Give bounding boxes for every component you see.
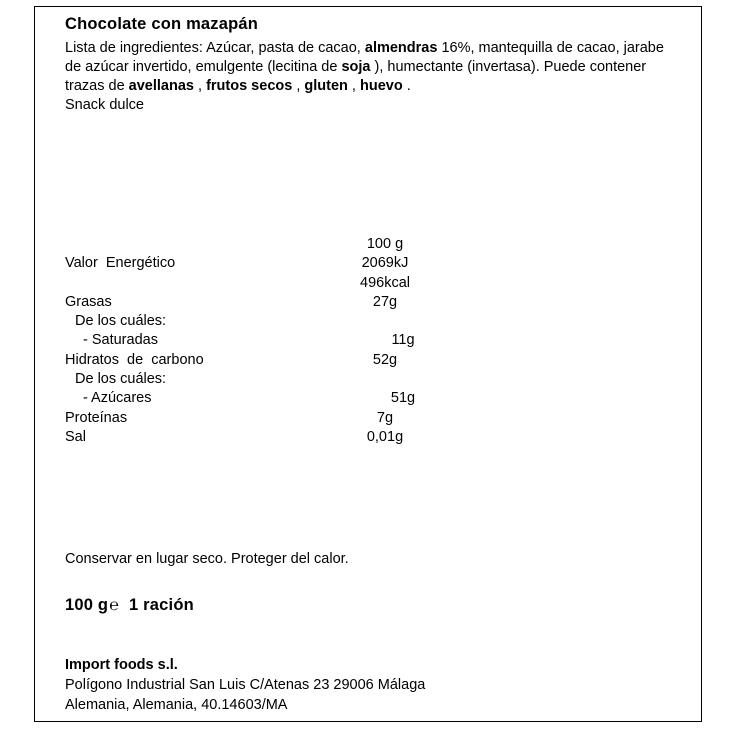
- net-quantity: [65, 595, 194, 617]
- allergen-huevo: huevo: [360, 78, 403, 95]
- allergen-frutos-secos: frutos secos: [206, 78, 293, 95]
- nutrition-row-name: De los cuáles:: [75, 313, 167, 330]
- allergen-avellanas: avellanas: [128, 78, 194, 95]
- nutrition-row-name: Valor Energético: [65, 255, 176, 272]
- nutrition-row: [65, 293, 485, 312]
- nutrition-row-value: 2069kJ: [361, 255, 409, 272]
- nutrition-rows-container: [65, 254, 485, 447]
- importer-address: Polígono Industrial San Luis C/Atenas 23 29006 Málaga: [65, 677, 426, 693]
- nutrition-row-value: 0,01g: [366, 428, 404, 445]
- nutrition-header-row: [65, 235, 485, 254]
- ingredients-list: [65, 39, 679, 96]
- importer-name: Import foods s.l.: [65, 657, 178, 673]
- nutrition-row: [65, 389, 485, 408]
- nutrition-row: [65, 409, 485, 428]
- importer-country: Alemania, Alemania, 40.14603/MA: [65, 697, 288, 713]
- ingredients-mid-2: ), humectante (invertasa). Puede contener trazas de: [65, 59, 647, 95]
- nutrition-row-name: - Azúcares: [83, 390, 152, 407]
- nutrition-row-name: - Saturadas: [83, 332, 158, 349]
- storage-instructions: Conservar en lugar seco. Proteger del calor.: [65, 551, 349, 567]
- nutrition-row: [65, 312, 485, 331]
- nutrition-table: [65, 235, 485, 447]
- allergen-gluten: gluten: [304, 78, 348, 95]
- nutrition-row: [65, 428, 485, 447]
- importer-block: [65, 655, 425, 715]
- allergen-soja: soja: [341, 59, 371, 76]
- nutrition-row-value: 7g: [376, 409, 394, 426]
- ingredients-mid-1: 16%, mantequilla de cacao, jarabe de azúcar invertido, emulgente (lecitina de: [65, 39, 664, 76]
- ingredients-sep-2: ,: [292, 78, 305, 95]
- nutrition-row-value: 496kcal: [360, 274, 410, 291]
- snack-description: Snack dulce: [65, 97, 144, 114]
- ingredients-sep-1: ,: [193, 78, 207, 95]
- nutrition-row-name: Hidratos de carbono: [65, 351, 204, 368]
- nutrition-row: [65, 351, 485, 370]
- nutrition-row-value: 52g: [372, 351, 398, 368]
- product-title: Chocolate con mazapán: [65, 15, 259, 33]
- nutrition-column-header: 100 g: [366, 236, 404, 252]
- ingredients-prefix: Lista de ingredientes: Azúcar, pasta de cacao,: [65, 39, 365, 56]
- nutrition-row: [65, 254, 485, 273]
- nutrition-row-name: Grasas: [65, 293, 112, 310]
- nutrition-row-value: 51g: [390, 390, 416, 407]
- net-weight-value: 100 g: [65, 596, 109, 614]
- nutrition-row: [65, 274, 485, 293]
- nutrition-label-card: [34, 6, 702, 722]
- nutrition-row: [65, 370, 485, 389]
- nutrition-row-value: 27g: [372, 293, 398, 310]
- nutrition-row-name: Proteínas: [65, 409, 128, 426]
- label-header-block: [65, 13, 679, 115]
- allergen-almendras: almendras: [364, 39, 438, 56]
- nutrition-row: [65, 331, 485, 350]
- ingredients-sep-3: ,: [347, 78, 360, 95]
- ingredients-suffix: .: [402, 78, 411, 95]
- nutrition-row-name: Sal: [65, 428, 86, 445]
- estimated-sign-icon: ℮: [109, 597, 120, 614]
- servings-value: 1 ración: [129, 596, 194, 614]
- nutrition-row-name: De los cuáles:: [75, 371, 167, 388]
- nutrition-row-value: 11g: [391, 332, 415, 349]
